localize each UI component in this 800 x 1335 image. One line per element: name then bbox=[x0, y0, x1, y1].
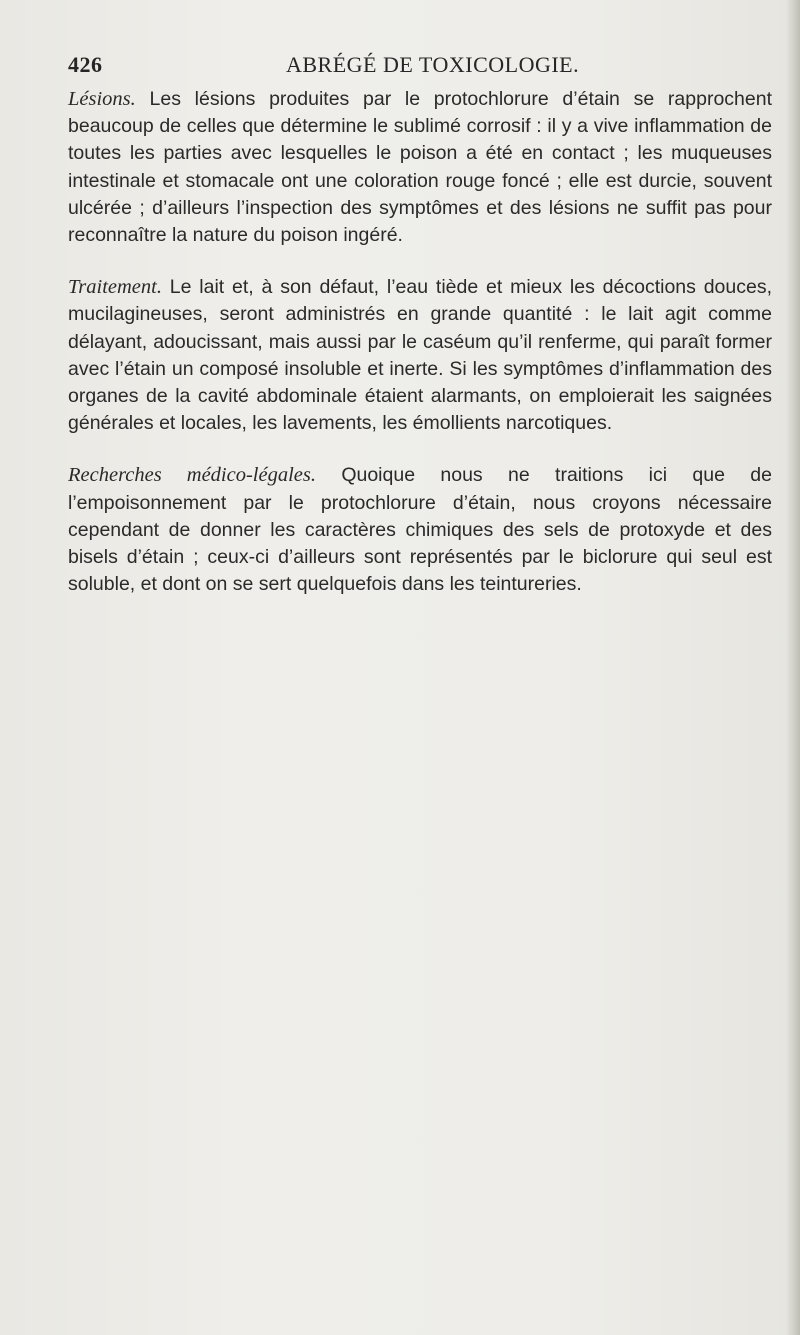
paragraph-recherches bbox=[68, 462, 772, 598]
paragraph-text: Les lésions produites par le protochlorure d’étain se rapprochent beaucoup de celles que détermine le sublimé corrosif : il y a vive inflammation de toutes les parties avec lesquelles le poison a été en contact ; les muqueuses intestinale et stomacale ont une coloration rouge foncé ; elle est durcie, souvent ulcérée ; d’ailleurs l’inspection des symptômes et des lésions ne suffit pas pour reconnaître la nature du poison ingéré. bbox=[68, 88, 772, 247]
page-number: 426 bbox=[68, 52, 103, 77]
paragraph-traitement bbox=[68, 274, 772, 437]
running-title: ABRÉGÉ DE TOXICOLOGIE. bbox=[286, 52, 580, 77]
body-text bbox=[68, 86, 772, 623]
page-edge-shadow bbox=[786, 0, 800, 1335]
paragraph-text: Le lait et, à son défaut, l’eau tiède et mieux les décoctions douces, mucilagineuses, seront administrés en grande quantité : le lait agit comme délayant, adoucissant, mais aussi par le caséum qu’il renferme, qui paraît former avec l’étain un composé insoluble et inerte. Si les symptômes d’inflammation des organes de la cavité abdominale étaient alarmants, on emploierait les saignées générales et locales, les lavements, les émollients narcotiques. bbox=[68, 276, 772, 435]
page-header bbox=[68, 52, 768, 82]
paragraph-heading: Recherches médico-légales. bbox=[68, 464, 316, 487]
paragraph-heading: Traitement. bbox=[68, 276, 162, 299]
paragraph-text: Quoique nous ne traitions ici que de l’empoisonnement par le protochlorure d’étain, nous croyons nécessaire cependant de donner les caractères chimiques des sels de protoxyde et des bisels d’étain ; ceux-ci d’ailleurs sont représentés par le biclorure qui seul est soluble, et dont on se sert quelquefois dans les teintureries. bbox=[68, 464, 772, 596]
paragraph-heading: Lésions. bbox=[68, 88, 136, 110]
paragraph-lesions bbox=[68, 86, 772, 249]
